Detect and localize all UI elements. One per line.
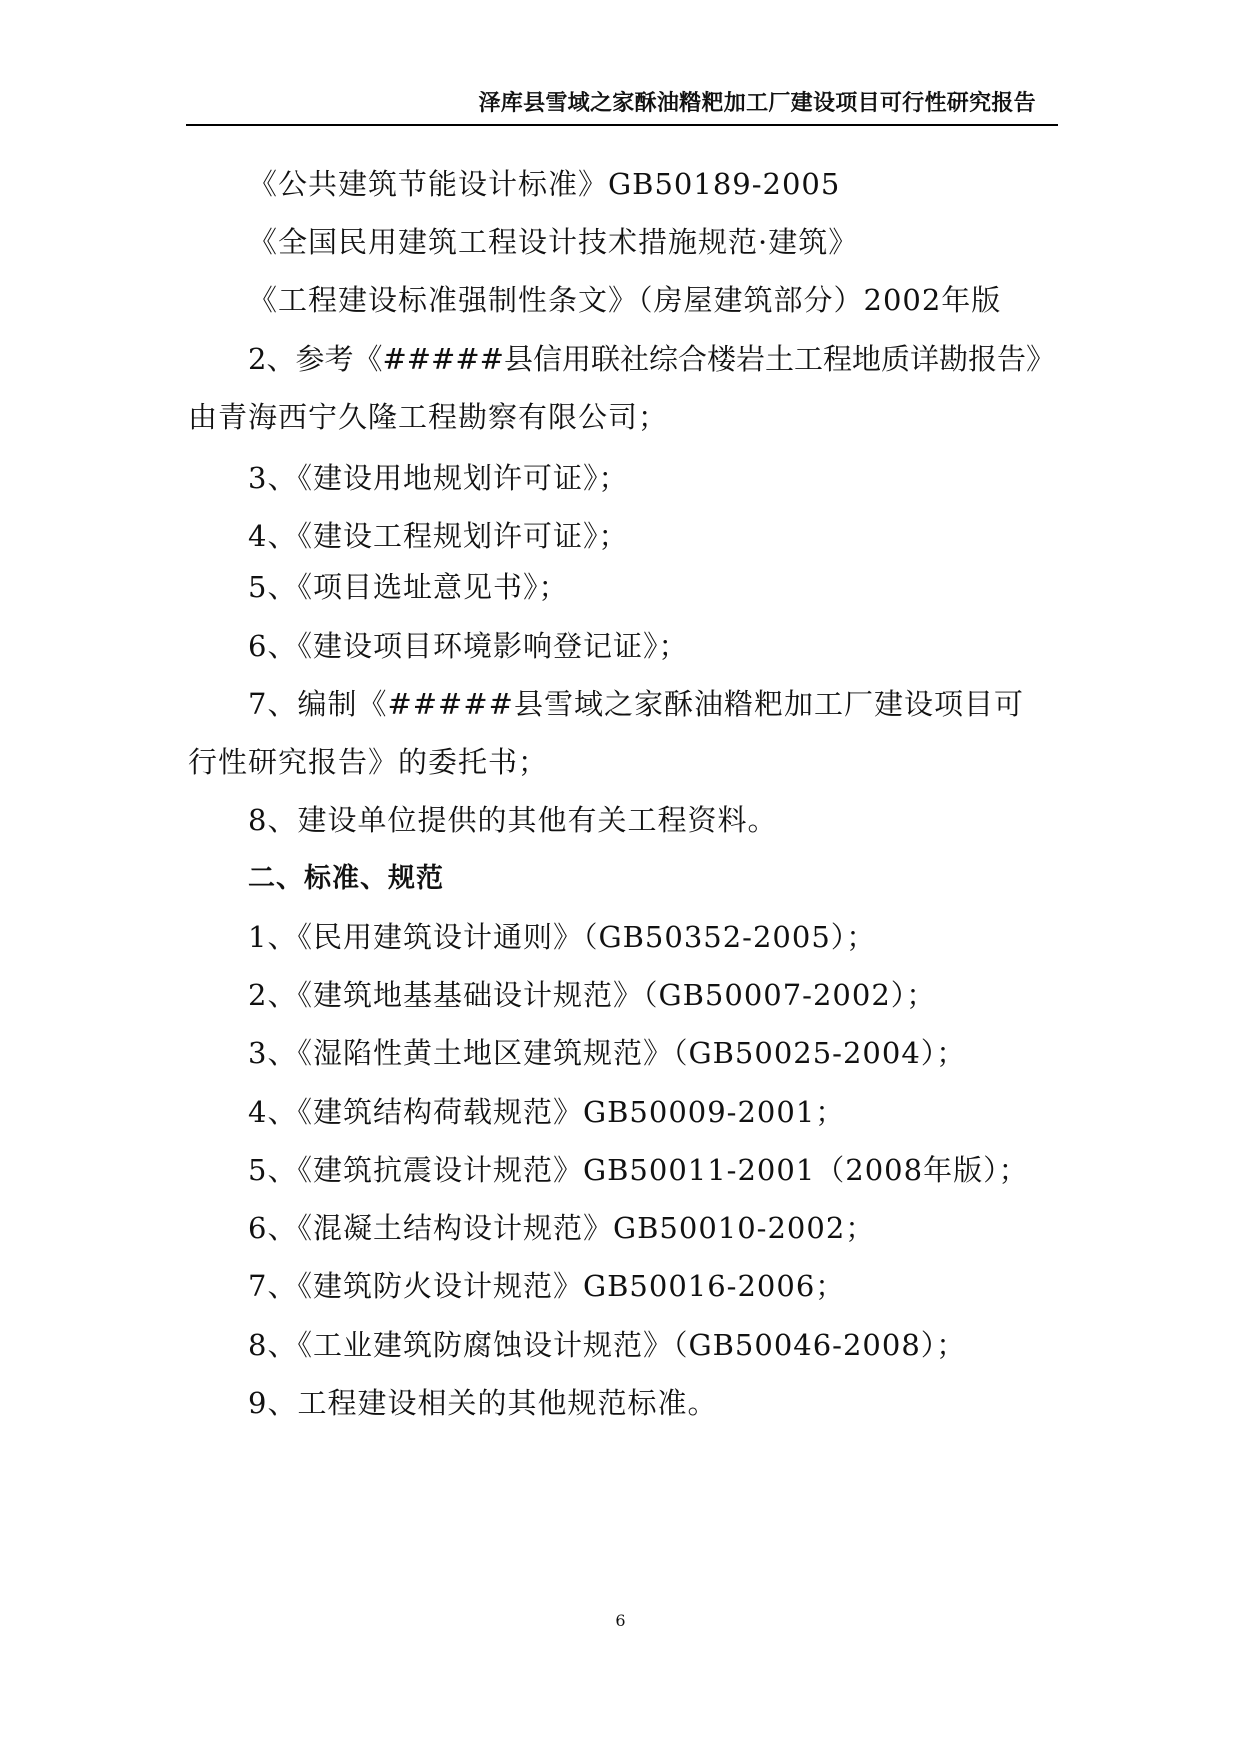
text-line: 7、编制《#####县雪域之家酥油糌粑加工厂建设项目可 <box>248 687 1024 721</box>
text-line: 行性研究报告》的委托书； <box>188 745 549 779</box>
text-line: 3、《建设用地规划许可证》； <box>248 461 629 495</box>
list-item: 7、《建筑防火设计规范》GB50016-2006； <box>248 1269 846 1303</box>
page-number: 6 <box>615 1611 626 1630</box>
list-item: 4、《建筑结构荷载规范》GB50009-2001； <box>248 1095 846 1129</box>
list-item: 3、《湿陷性黄土地区建筑规范》（GB50025-2004）； <box>248 1036 967 1070</box>
list-item: 8、《工业建筑防腐蚀设计规范》（GB50046-2008）； <box>248 1328 967 1362</box>
header-title: 泽库县雪域之家酥油糌粑加工厂建设项目可行性研究报告 <box>478 91 1036 116</box>
text-line: 4、《建设工程规划许可证》； <box>248 519 629 553</box>
page-header <box>186 84 1058 126</box>
list-item: 2、《建筑地基基础设计规范》（GB50007-2002）； <box>248 978 937 1012</box>
text-line: 2、参考《#####县信用联社综合楼岩土工程地质详勘报告》 <box>248 342 1055 376</box>
text-line: 《公共建筑节能设计标准》GB50189-2005 <box>248 167 841 201</box>
text-line: 《全国民用建筑工程设计技术措施规范·建筑》 <box>248 225 859 259</box>
text-line: 由青海西宁久隆工程勘察有限公司； <box>188 400 669 434</box>
list-item: 1、《民用建筑设计通则》（GB50352-2005）； <box>248 920 877 954</box>
list-item: 6、《混凝土结构设计规范》GB50010-2002； <box>248 1211 876 1245</box>
text-line: 6、《建设项目环境影响登记证》； <box>248 629 689 663</box>
section-heading: 二、标准、规范 <box>248 863 444 894</box>
list-item: 5、《建筑抗震设计规范》GB50011-2001（2008年版）； <box>248 1153 1029 1187</box>
text-line: 8、建设单位提供的其他有关工程资料。 <box>248 803 778 837</box>
list-item: 9、工程建设相关的其他规范标准。 <box>248 1386 718 1420</box>
text-line: 《工程建设标准强制性条文》（房屋建筑部分）2002年版 <box>248 283 1002 317</box>
text-line: 5、《项目选址意见书》； <box>248 570 569 604</box>
